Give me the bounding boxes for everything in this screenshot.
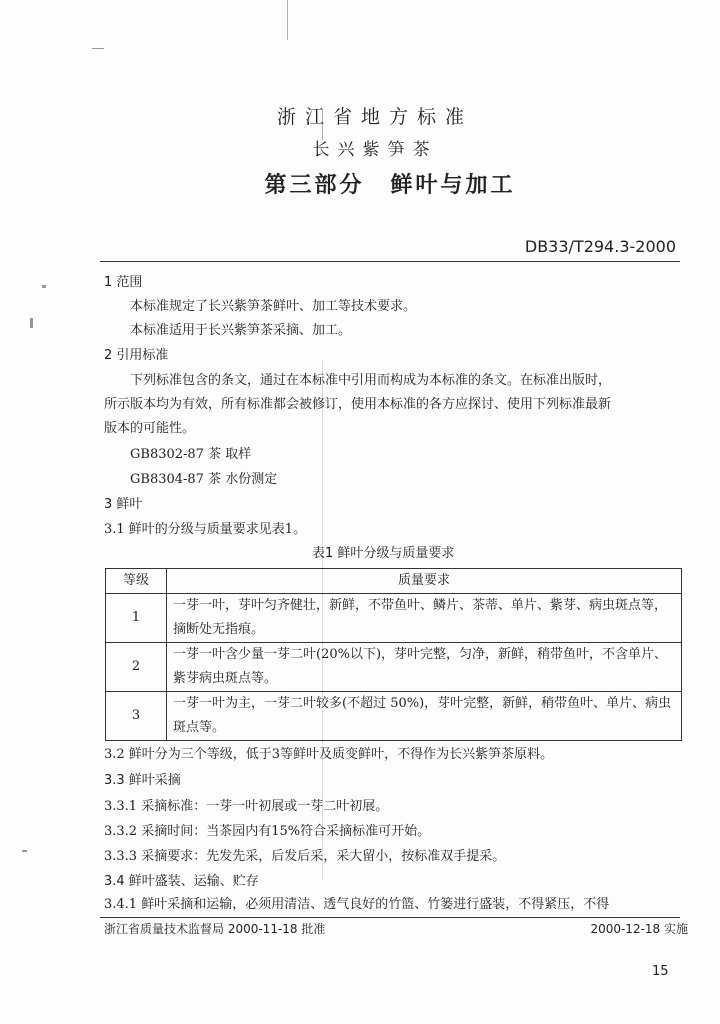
table-caption: 表1 鲜叶分级与质量要求 <box>312 546 455 561</box>
section-heading-1: 1 范围 <box>104 275 143 290</box>
document-title: 浙江省地方标准 <box>276 106 473 128</box>
grade-cell: 1 <box>106 594 167 643</box>
table-row <box>106 594 682 643</box>
scan-artifact <box>287 0 288 40</box>
table-header-grade: 等级 <box>106 569 167 594</box>
paragraph: 所示版本均为有效，所有标准都会被修订，使用本标准的各方应探讨、使用下列标准最新 <box>104 397 612 412</box>
requirement-cell: 一芽一叶含少量一芽二叶(20%以下)，芽叶完整，匀净，新鲜，稍带鱼叶，不含单片、紫芽病虫斑点等。 <box>167 643 682 692</box>
quality-table <box>105 568 682 741</box>
grade-cell: 2 <box>106 643 167 692</box>
clause: 3.4.1 鲜叶采摘和运输，必须用清洁、透气良好的竹篮、竹篓进行盛装，不得紧压，不得 <box>104 897 610 912</box>
clause: 3.2 鲜叶分为三个等级，低于3等鲜叶及质变鲜叶，不得作为长兴紫笋茶原料。 <box>104 747 554 762</box>
footer-divider <box>100 917 680 918</box>
table-header-requirement: 质量要求 <box>167 569 682 594</box>
scan-artifact <box>22 850 27 852</box>
clause-heading: 3.3 鲜叶采摘 <box>104 773 181 788</box>
page-number: 15 <box>652 964 669 979</box>
standard-number: DB33/T294.3-2000 <box>524 237 676 256</box>
implementation-date: 2000-12-18 实施 <box>590 922 688 936</box>
paragraph: 本标准适用于长兴紫笋茶采摘、加工。 <box>130 323 352 338</box>
table-header-row <box>106 569 682 594</box>
part-name: 鲜叶与加工 <box>390 173 516 198</box>
requirement-cell: 一芽一叶，芽叶匀齐健壮，新鲜，不带鱼叶、鳞片、茶蒂、单片、紫芽、病虫斑点等，摘断处无指痕。 <box>167 594 682 643</box>
paragraph: 下列标准包含的条文，通过在本标准中引用而构成为本标准的条文。在标准出版时， <box>130 373 612 388</box>
paragraph: 版本的可能性。 <box>104 421 196 436</box>
requirement-cell: 一芽一叶为主，一芽二叶较多(不超过 50%)，芽叶完整，新鲜，稍带鱼叶、单片、病虫斑点等。 <box>167 692 682 741</box>
scan-artifact <box>30 318 33 328</box>
clause: 3.3.1 采摘标准：一芽一叶初展或一芽二叶初展。 <box>104 799 389 814</box>
scan-artifact <box>92 48 104 49</box>
reference-standard: GB8302-87 茶 取样 <box>130 447 252 462</box>
clause-heading: 3.4 鲜叶盛装、运输、贮存 <box>104 874 259 889</box>
section-heading-2: 2 引用标准 <box>104 348 169 363</box>
part-label: 第三部分 <box>264 173 365 198</box>
grade-cell: 3 <box>106 692 167 741</box>
clause: 3.3.2 采摘时间：当茶园内有15%符合采摘标准可开始。 <box>104 824 431 839</box>
document-subtitle: 长兴紫笋茶 <box>312 140 438 160</box>
clause: 3.1 鲜叶的分级与质量要求见表1。 <box>104 522 307 537</box>
table-row <box>106 643 682 692</box>
part-title <box>0 168 720 199</box>
approval-line: 浙江省质量技术监督局 2000-11-18 批准 <box>104 922 326 936</box>
scan-artifact <box>42 285 46 288</box>
paragraph: 本标准规定了长兴紫笋茶鲜叶、加工等技术要求。 <box>130 299 417 314</box>
table-row <box>106 692 682 741</box>
section-heading-3: 3 鲜叶 <box>104 497 143 512</box>
reference-standard: GB8304-87 茶 水份测定 <box>130 472 278 487</box>
clause: 3.3.3 采摘要求：先发先采，后发后采，采大留小，按标准双手提采。 <box>104 849 506 864</box>
header-divider <box>100 261 680 262</box>
